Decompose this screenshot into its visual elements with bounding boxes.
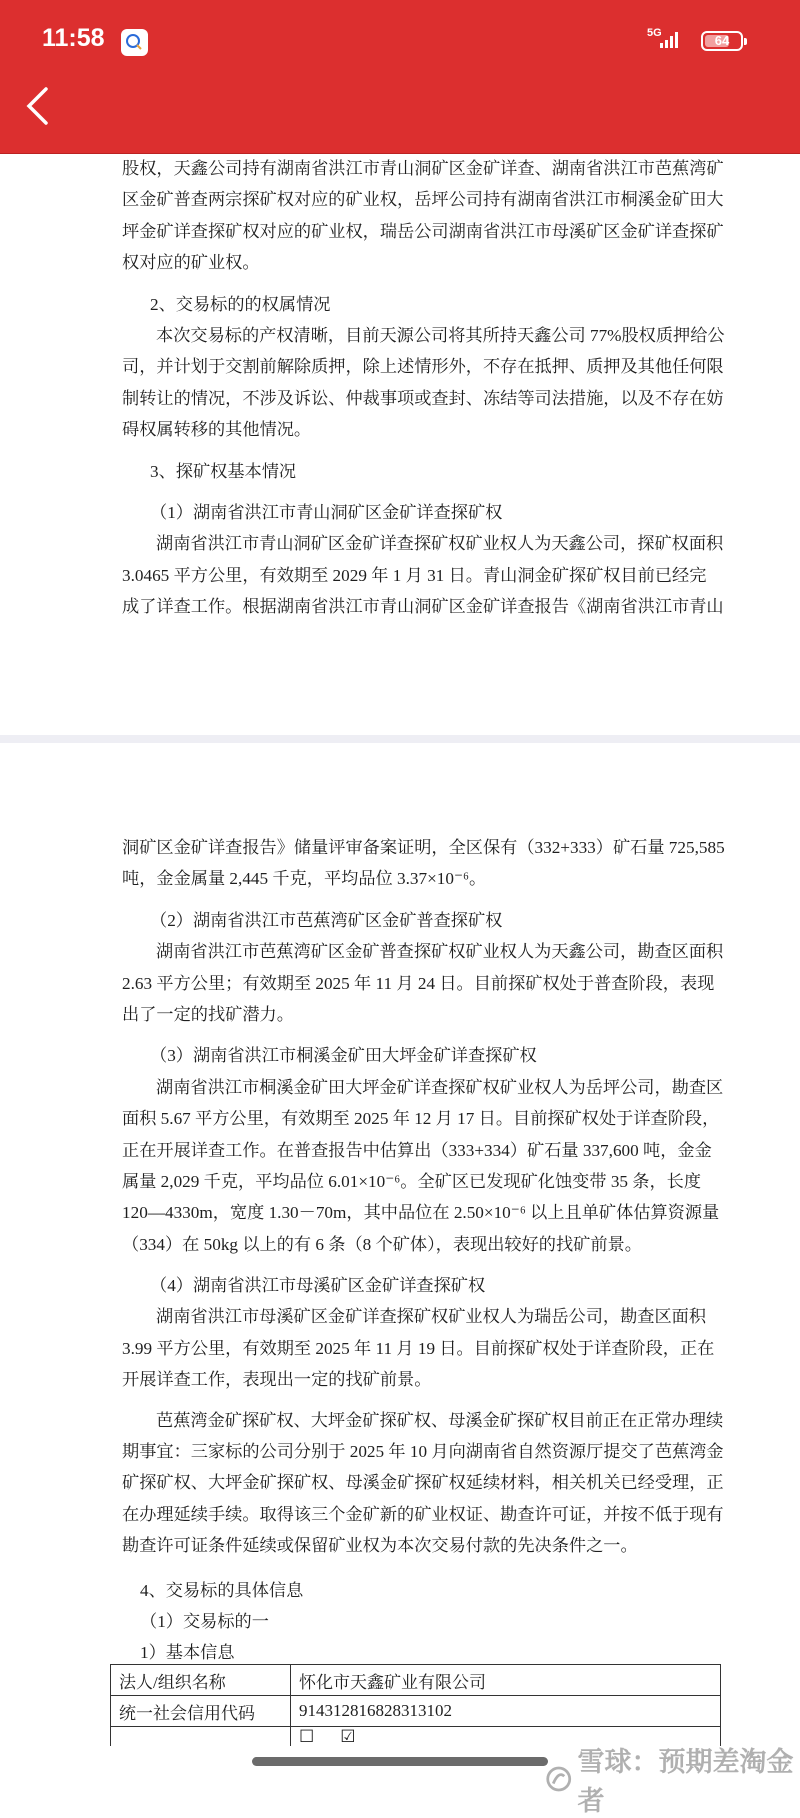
paragraph — [122, 1301, 715, 1395]
section-heading — [122, 289, 682, 320]
paragraph — [122, 832, 725, 895]
text-line: （334）在 50kg 以上的有 6 条（8 个矿体），表现出较好的找矿前景。 — [122, 1234, 642, 1254]
text-line: 开展详查工作，表现出一定的找矿前景。 — [122, 1370, 432, 1390]
table-value: 怀化市天鑫矿业有限公司 — [291, 1665, 721, 1696]
text-line: 4、交易标的具体信息 — [140, 1580, 304, 1600]
text-line: 在办理延续手续。取得该三个金矿新的矿业权证、勘查许可证，并按不低于现有 — [122, 1504, 724, 1524]
table-label: 统一社会信用代码 — [111, 1696, 291, 1727]
paragraph — [122, 528, 724, 622]
text-line: （1）湖南省洪江市青山洞矿区金矿详查探矿权 — [150, 502, 503, 522]
app-header — [0, 0, 800, 154]
text-line: 吨，金金属量 2,445 千克，平均品位 3.37×10⁻⁶。 — [122, 869, 487, 889]
snowball-logo-icon — [545, 1764, 572, 1794]
home-indicator[interactable] — [252, 1757, 548, 1766]
text-line: 2.63 平方公里；有效期至 2025 年 11 月 24 日。目前探矿权处于普查阶段，表现 — [122, 973, 715, 993]
table-row — [111, 1696, 721, 1727]
text-line: 权对应的矿业权。 — [122, 253, 260, 273]
text-line: 3.0465 平方公里，有效期至 2029 年 1 月 31 日。青山洞金矿探矿权目前已经完 — [122, 565, 707, 585]
chat-notification-icon — [121, 29, 148, 56]
text-line: 成了详查工作。根据湖南省洪江市青山洞矿区金矿详查报告《湖南省洪江市青山 — [122, 597, 724, 617]
section-heading — [122, 1040, 682, 1071]
section-heading — [122, 456, 682, 487]
text-line: 湖南省洪江市芭蕉湾矿区金矿普查探矿权矿业权人为天鑫公司，勘查区面积 — [156, 942, 724, 962]
table-row — [111, 1665, 721, 1696]
network-type: 5G — [647, 27, 662, 39]
watermark — [545, 1740, 800, 1818]
text-line: （3）湖南省洪江市桐溪金矿田大坪金矿详查探矿权 — [150, 1046, 537, 1066]
text-line: 勘查许可证条件延续或保留矿业权为本次交易付款的先决条件之一。 — [122, 1536, 638, 1556]
text-line: （4）湖南省洪江市母溪矿区金矿详查探矿权 — [150, 1276, 486, 1296]
section-heading — [122, 1270, 682, 1301]
table-label: 法人/组织名称 — [111, 1665, 291, 1696]
text-line: 司，并计划于交割前解除质押，除上述情形外，不存在抵押、质押及其他任何限 — [122, 357, 724, 377]
text-line: 正在开展详查工作。在普查报告中估算出（333+334）矿石量 337,600 吨，金金 — [122, 1140, 712, 1160]
text-line: 期事宜：三家标的公司分别于 2025 年 10 月向湖南省自然资源厅提交了芭蕉湾金 — [122, 1442, 724, 1462]
text-line: 出了一定的找矿潜力。 — [122, 1004, 294, 1024]
text-line: 120—4330m，宽度 1.30－70m，其中品位在 2.50×10⁻⁶ 以上且单矿体估算资源量 — [122, 1203, 720, 1223]
text-line: 碍权属转移的其他情况。 — [122, 420, 312, 440]
document-page-1 — [122, 153, 725, 622]
text-line: 面积 5.67 平方公里，有效期至 2025 年 12 月 17 日。目前探矿权处于详查阶段， — [122, 1109, 720, 1129]
text-line: 坪金矿详查探矿权对应的矿业权，瑞岳公司湖南省洪江市母溪矿区金矿详查探矿 — [122, 221, 724, 241]
text-line: 矿探矿权、大坪金矿探矿权、母溪金矿探矿权延续材料，相关机关已经受理，正 — [122, 1473, 724, 1493]
section-heading — [122, 1606, 682, 1637]
basic-info-table — [110, 1664, 721, 1746]
text-line: （1）交易标的一 — [140, 1611, 269, 1631]
battery-icon — [701, 31, 743, 51]
text-line: 芭蕉湾金矿探矿权、大坪金矿探矿权、母溪金矿探矿权目前正在正常办理续 — [156, 1410, 724, 1430]
text-line: 本次交易标的产权清晰，目前天源公司将其所持天鑫公司 77%股权质押给公 — [156, 325, 725, 345]
checkbox-checked: ☑ — [340, 1727, 356, 1746]
paragraph — [122, 1405, 724, 1562]
text-line: 湖南省洪江市青山洞矿区金矿详查探矿权矿业权人为天鑫公司，探矿权面积 — [156, 534, 724, 554]
text-line: 3.99 平方公里，有效期至 2025 年 11 月 19 日。目前探矿权处于详查阶段，正在 — [122, 1338, 715, 1358]
section-heading — [122, 1575, 682, 1606]
status-time: 11:58 — [42, 24, 105, 52]
back-button[interactable] — [24, 86, 50, 131]
chevron-left-icon[interactable] — [24, 86, 50, 126]
text-line: 洞矿区金矿详查报告》储量评审备案证明，全区保有（332+333）矿石量 725,585 — [122, 838, 725, 857]
text-line: 股权，天鑫公司持有湖南省洪江市青山洞矿区金矿详查、湖南省洪江市芭蕉湾矿 — [122, 159, 724, 178]
text-line: 属量 2,029 千克，平均品位 6.01×10⁻⁶。全矿区已发现矿化蚀变带 35 条，长度 — [122, 1171, 702, 1191]
text-line: 制转让的情况，不涉及诉讼、仲裁事项或查封、冻结等司法措施，以及不存在妨 — [122, 388, 724, 408]
paragraph — [122, 1072, 724, 1260]
page-separator — [0, 735, 800, 743]
table-value: 914312816828313102 — [291, 1696, 721, 1727]
text-line: 湖南省洪江市母溪矿区金矿详查探矿权矿业权人为瑞岳公司，勘查区面积 — [156, 1307, 707, 1327]
battery-level: 64 — [714, 33, 730, 48]
paragraph — [122, 320, 725, 446]
text-line: 湖南省洪江市桐溪金矿田大坪金矿详查探矿权矿业权人为岳坪公司，勘查区 — [156, 1077, 724, 1097]
document-page-2 — [122, 832, 725, 1669]
text-line: 2、交易标的的权属情况 — [150, 294, 331, 314]
text-line: 1）基本信息 — [140, 1643, 235, 1663]
watermark-text: 雪球：预期差淘金者 — [577, 1747, 794, 1816]
paragraph — [122, 936, 724, 1030]
text-line: 3、探矿权基本情况 — [150, 461, 297, 481]
text-line: （2）湖南省洪江市芭蕉湾矿区金矿普查探矿权 — [150, 910, 503, 930]
signal-icon — [660, 32, 678, 48]
paragraph — [122, 153, 724, 279]
section-heading — [122, 905, 682, 936]
text-line: 区金矿普查两宗探矿权对应的矿业权，岳坪公司持有湖南省洪江市桐溪金矿田大 — [122, 190, 724, 210]
checkbox-unchecked: ☐ — [299, 1727, 315, 1746]
section-heading — [122, 497, 682, 528]
